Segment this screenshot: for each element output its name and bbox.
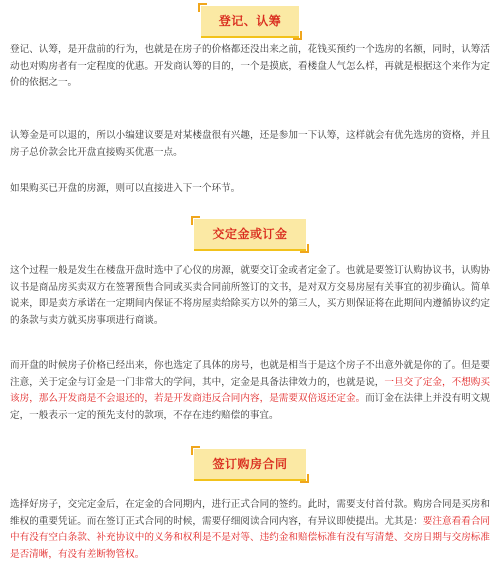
paragraph-registration-intro: 登记、认筹，是开盘前的行为，也就是在房子的价格都还没出来之前，花钱买预约一个选房的名额，同时，认筹活动也对购房者有一定程度的优惠。开发商认筹的目的，一个是摸底，看楼盘人气怎么样，再就是根据这个来作为定价的依据之一。 (10, 44, 490, 89)
section-heading-registration: 登记、认筹 (201, 6, 300, 38)
section-registration-header (0, 6, 500, 38)
deposit-text-outro: 而订金在法律上并没有明文规定，一般表示一定的预先支付的款项，不存在违约赔偿的事宜。 (10, 393, 490, 421)
paragraph-purchase-contract (10, 497, 490, 563)
paragraph-deposit-difference (10, 358, 490, 424)
paragraph-next-step: 如果购买已开盘的房源，则可以直接进入下一个环节。 (10, 183, 241, 194)
deposit-warning-highlight: 一旦交了定金，不想购买该房，那么开发商是不会退还的，若是开发商违反合同内容，是需要双倍返还定金。 (10, 376, 491, 405)
paragraph-deposit-refund: 认筹金是可以退的，所以小编建议要是对某楼盘很有兴趣，还是参加一下认筹，这样就会有优先选房的资格，并且房子总价款会比开盘直接购买优惠一点。 (10, 130, 490, 158)
deposit-text-intro: 而开盘的时候房子价格已经出来，你也选定了具体的房号，也就是相当于是这个房子不出意外就是你的了。但是要注意，关于定金与订金是一门非常大的学问，其中，定金是具备法律效力的，也就是说， (10, 360, 490, 388)
section-contract-header (0, 449, 500, 481)
paragraph-subscription-agreement: 这个过程一般是发生在楼盘开盘时选中了心仪的房源，就要交订金或者定金了。也就是要签订认购协议书，认购协议书是商品房买卖双方在签署预售合同或买卖合同前所签订的文书，是对双方交易房屋有关事宜的初步确认。简单说来，即是卖方承诺在一定期间内保证不将房屋卖给除买方以外的第三人，买方则保证将在此期间内遵循协议约定的条款与卖方就买房事项进行商谈。 (10, 265, 490, 326)
contract-text-intro: 选择好房子，交完定金后，在定金的合同期内，进行正式合同的签约。此时，需要支付首付款。购房合同是买房和维权的重要凭证。而在签订正式合同的时候，需要仔细阅读合同内容，有异议即使提出。尤其是： (10, 499, 490, 527)
section-deposit-header (0, 219, 500, 251)
section-heading-contract: 签订购房合同 (194, 449, 305, 481)
contract-checklist-highlight: 要注意看看合同中有没有空白条款、补充协议中的义务和权利是不是对等、违约金和赔偿标准有没有写清楚、交房日期与交房标准是否清晰，有没有差断物管权。 (10, 515, 491, 560)
section-heading-deposit: 交定金或订金 (194, 219, 305, 251)
